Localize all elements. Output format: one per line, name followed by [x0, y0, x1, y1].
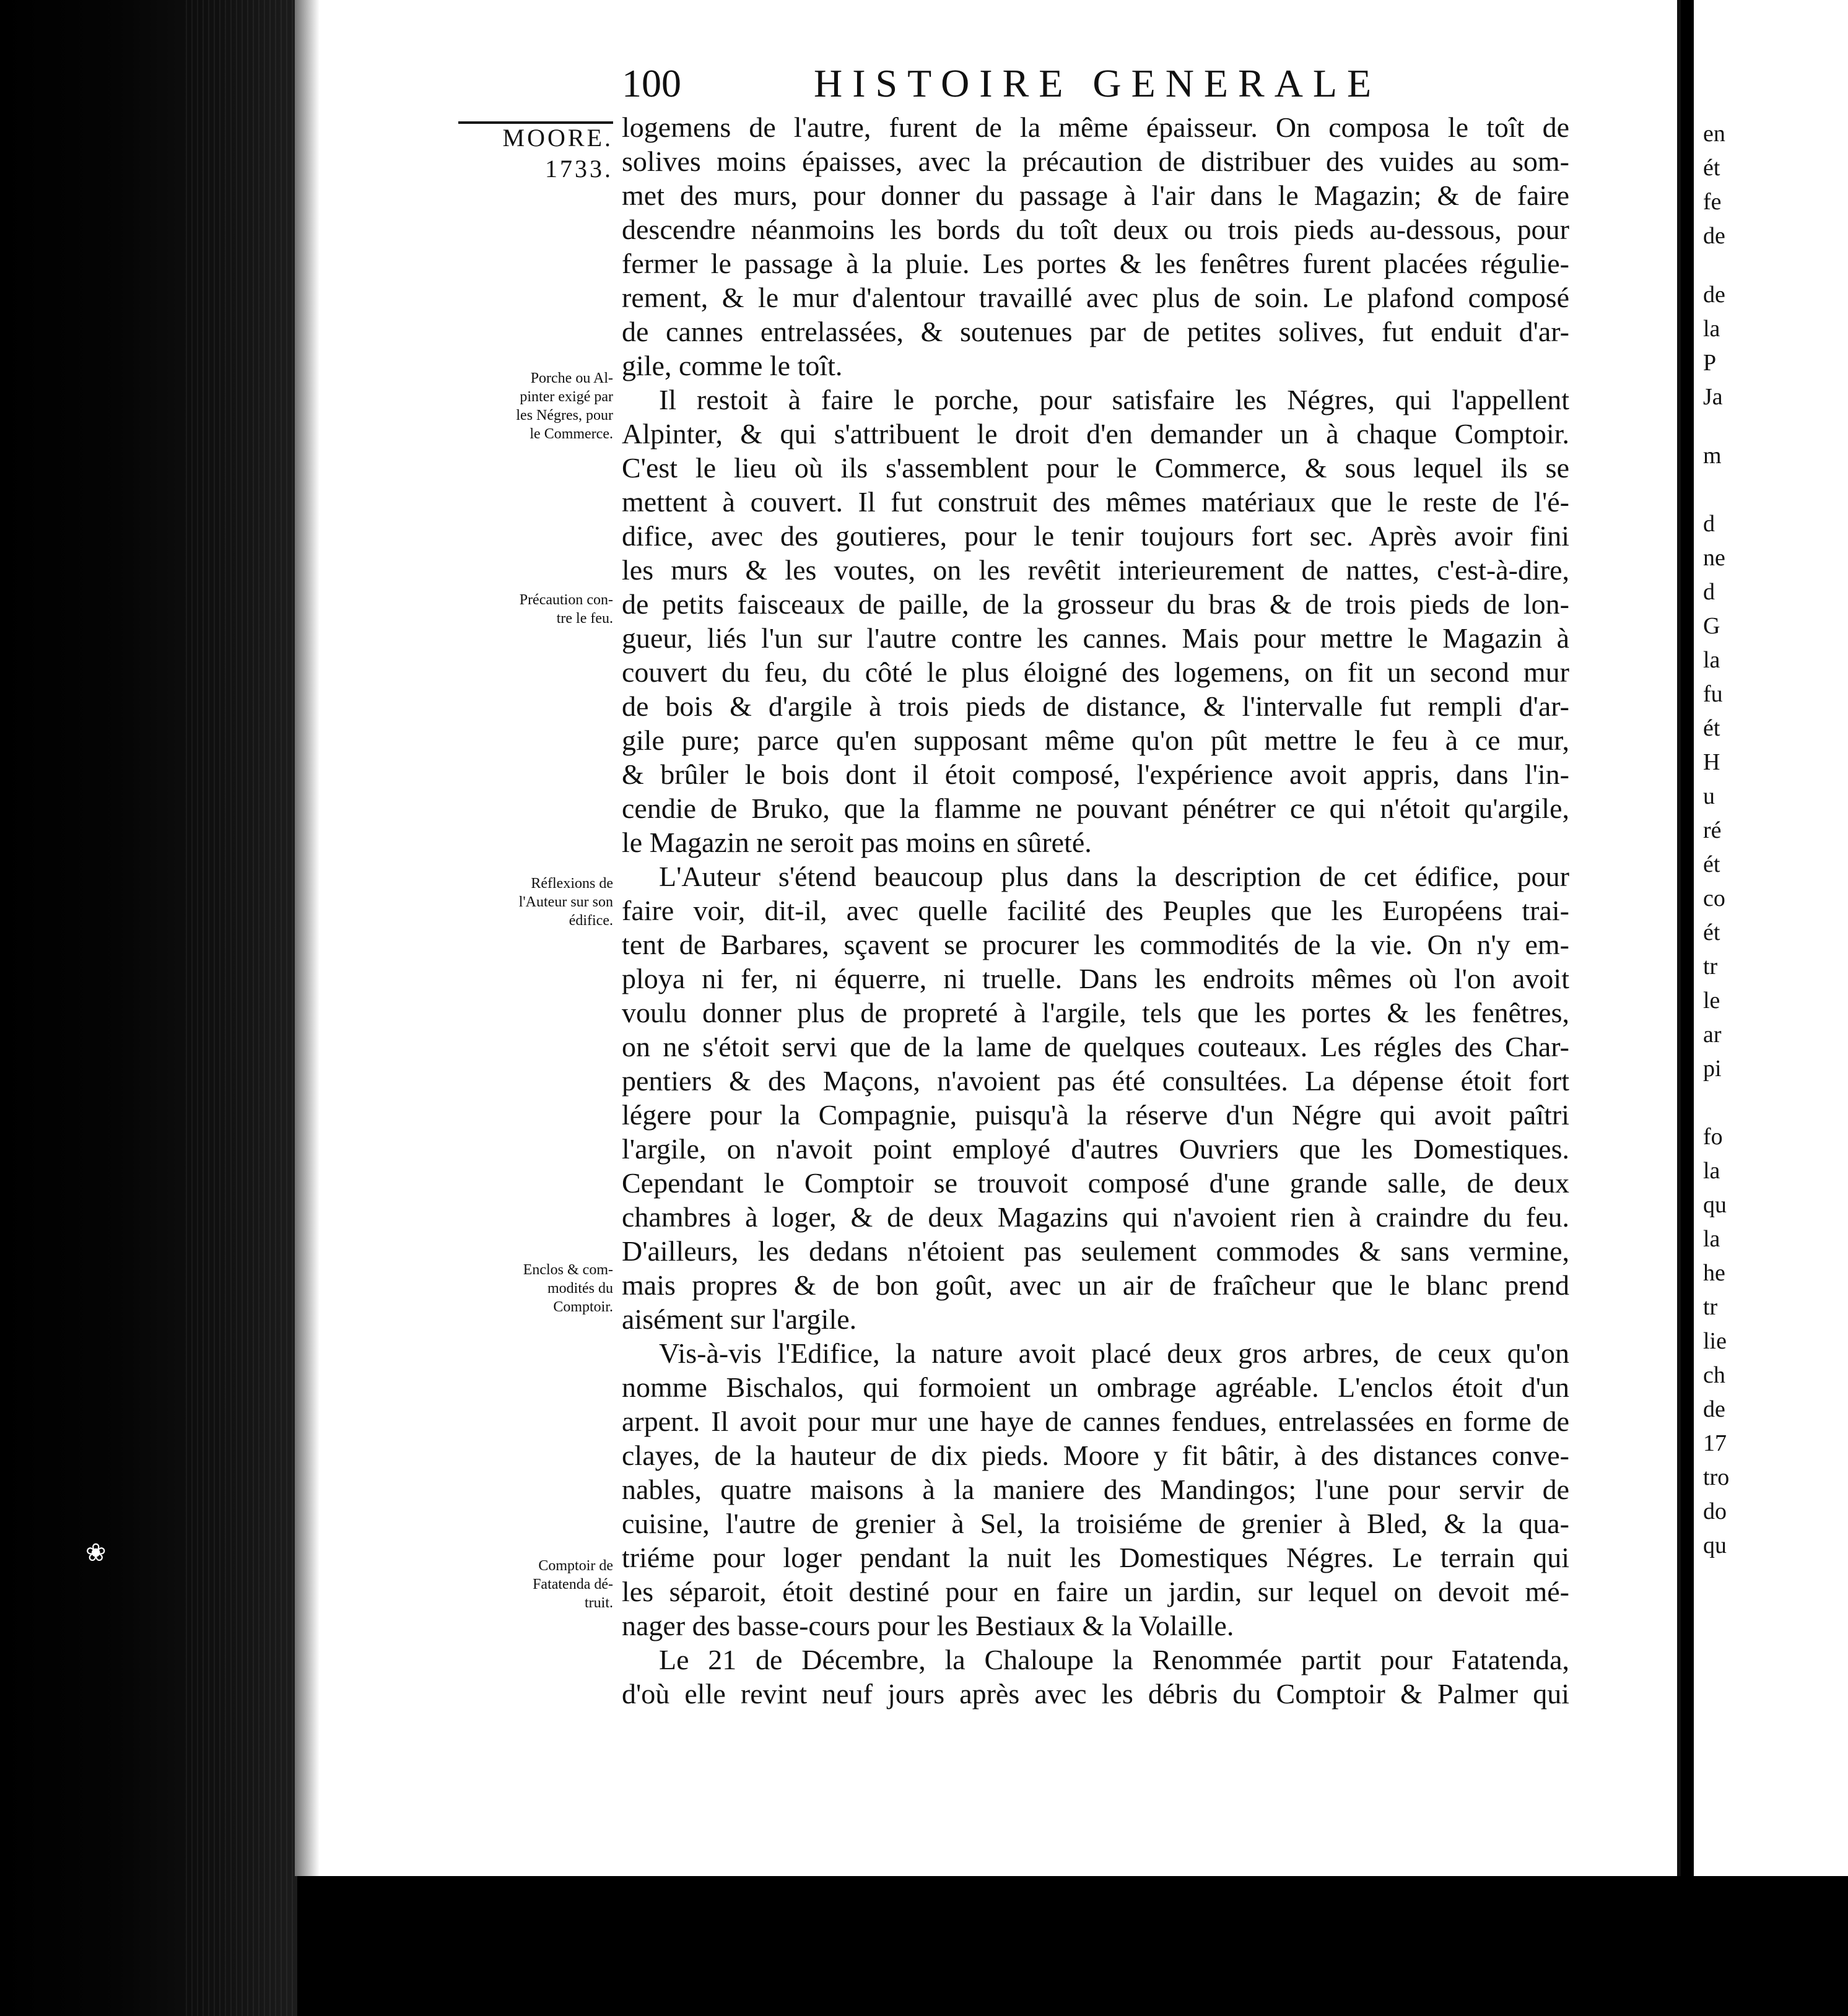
text-line: pentiers & des Maçons, n'avoient pas été consultées. La dépense étoit fort	[622, 1065, 1569, 1097]
sidenote-line: Comptoir.	[553, 1299, 613, 1315]
text-line: l'argile, on n'avoit point employé d'autres Ouvriers que les Domestiques.	[622, 1133, 1569, 1165]
facing-text-fragment: tro	[1703, 1464, 1730, 1490]
facing-text-fragment: tr	[1703, 954, 1718, 980]
facing-text-fragment: lie	[1703, 1328, 1727, 1354]
text-line: nables, quatre maisons à la maniere des Mandingos; l'une pour servir de	[622, 1474, 1569, 1505]
sidenote-line: le Commerce.	[530, 426, 613, 442]
text-line: cendie de Bruko, que la flamme ne pouvant pénétrer ce qui n'étoit qu'argile,	[622, 793, 1569, 824]
text-line: faire voir, dit-il, avec quelle facilité des Peuples que les Européens trai-	[622, 895, 1569, 926]
facing-text-fragment: ét	[1703, 919, 1720, 945]
sidenote-line: Fatatenda dé-	[533, 1576, 613, 1592]
text-line: fermer le passage à la pluie. Les portes & les fenêtres furent placées régulie-	[622, 248, 1569, 279]
text-line: légere pour la Compagnie, puisqu'à la réserve d'un Négre qui avoit paîtri	[622, 1099, 1569, 1131]
text-line: mais propres & de bon goût, avec un air de fraîcheur que le blanc prend	[622, 1269, 1569, 1301]
sidenote-line: Réflexions de	[531, 875, 613, 892]
facing-text-fragment: la	[1703, 647, 1720, 673]
text-line: descendre néanmoins les bords du toît deux ou trois pieds au-dessous, pour	[622, 214, 1569, 245]
text-line: gile pure; parce qu'en supposant même qu'on pût mettre le feu à ce mur,	[622, 724, 1569, 756]
sidenote-line: tre le feu.	[556, 610, 613, 627]
text-line: nager des basse-cours pour les Bestiaux & la Volaille.	[622, 1610, 1234, 1641]
facing-text-fragment: ar	[1703, 1022, 1722, 1048]
facing-text-fragment: de	[1703, 282, 1725, 308]
sidenote-precaution	[458, 591, 613, 628]
text-line: gueur, liés l'un sur l'autre contre les cannes. Mais pour mettre le Magazin à	[622, 622, 1569, 654]
book-binding	[0, 0, 297, 2016]
text-line: mettent à couvert. Il fut construit des mêmes matériaux que le reste de l'é-	[622, 486, 1569, 518]
text-line: nomme Bischalos, qui formoient un ombrage agréable. L'enclos étoit d'un	[622, 1371, 1569, 1403]
text-line: Le 21 de Décembre, la Chaloupe la Renommée partit pour Fatatenda,	[659, 1644, 1569, 1675]
page-number: 100	[622, 61, 681, 105]
sidenote-line: édifice.	[569, 913, 613, 929]
text-line: de cannes entrelassées, & soutenues par de petites solives, fut enduit d'ar-	[622, 316, 1569, 347]
sidenote-line: modités du	[547, 1280, 613, 1297]
facing-text-fragment: 17	[1703, 1430, 1727, 1456]
text-line: Alpinter, & qui s'attribuent le droit d'en demander un à chaque Comptoir.	[622, 418, 1569, 450]
text-line: solives moins épaisses, avec la précaution de distribuer des vuides au som-	[622, 146, 1569, 177]
text-line: aisément sur l'argile.	[622, 1303, 857, 1335]
text-line: gile, comme le toît.	[622, 350, 843, 381]
facing-text-fragment: H	[1703, 749, 1720, 775]
facing-text-fragment: m	[1703, 443, 1722, 469]
text-line: Il restoit à faire le porche, pour satisfaire les Négres, qui l'appellent	[659, 384, 1569, 415]
text-line: chambres à loger, & de deux Magazins qui n'avoient rien à craindre du feu.	[622, 1201, 1569, 1233]
text-line: C'est le lieu où ils s'assemblent pour le Commerce, & sous lequel ils se	[622, 452, 1569, 484]
facing-text-fragment: ne	[1703, 545, 1725, 571]
facing-text-fragment: fo	[1703, 1124, 1723, 1150]
facing-text-fragment: tr	[1703, 1294, 1718, 1320]
sidenote-porche	[458, 369, 613, 443]
text-line: d'où elle revint neuf jours après avec les débris du Comptoir & Palmer qui	[622, 1678, 1569, 1710]
sidenote-line: l'Auteur sur son	[518, 894, 613, 910]
text-line: ploya ni fer, ni équerre, ni truelle. Dans les endroits mêmes où l'on avoit	[622, 963, 1569, 994]
margin-author-name: MOORE.	[458, 121, 613, 152]
text-line: Cependant le Comptoir se trouvoit composé d'une grande salle, de deux	[622, 1167, 1569, 1199]
facing-text-fragment: Ja	[1703, 384, 1723, 410]
text-line: & brûler le bois dont il étoit composé, l'expérience avoit appris, dans l'in-	[622, 758, 1569, 790]
text-line: difice, avec des goutieres, pour le tenir toujours fort sec. Après avoir fini	[622, 520, 1569, 552]
facing-text-fragment: G	[1703, 613, 1720, 639]
facing-text-fragment: co	[1703, 885, 1725, 911]
text-line: le Magazin ne seroit pas moins en sûreté.	[622, 827, 1092, 858]
sidenote-enclos	[458, 1261, 613, 1316]
facing-text-fragment: en	[1703, 121, 1725, 147]
facing-text-fragment: ét	[1703, 851, 1720, 877]
text-line: L'Auteur s'étend beaucoup plus dans la description de cet édifice, pour	[659, 861, 1569, 892]
sidenote-line: les Négres, pour	[516, 407, 613, 424]
facing-text-fragment: fu	[1703, 681, 1723, 707]
flower-ornament-icon: ❀	[85, 1539, 107, 1566]
text-line: triéme pour loger pendant la nuit les Domestiques Négres. Le terrain qui	[622, 1542, 1569, 1573]
sidenote-line: Précaution con-	[519, 592, 613, 608]
text-line: met des murs, pour donner du passage à l'air dans le Magazin; & de faire	[622, 180, 1569, 211]
facing-page-fragment	[1694, 0, 1848, 1876]
facing-text-fragment: d	[1703, 579, 1715, 605]
sidenote-line: Comptoir de	[538, 1558, 613, 1574]
sidenote-line: Enclos & com-	[523, 1262, 613, 1278]
text-line: les séparoit, étoit destiné pour en faire un jardin, sur lequel on devoit mé-	[622, 1576, 1569, 1607]
facing-text-fragment: ch	[1703, 1362, 1725, 1388]
page-gutter-shadow	[295, 0, 320, 1876]
facing-text-fragment: ét	[1703, 155, 1720, 181]
sidenote-line: truit.	[585, 1595, 613, 1611]
facing-text-fragment: la	[1703, 1158, 1720, 1184]
text-line: tent de Barbares, sçavent se procurer les commodités de la vie. On n'y em-	[622, 929, 1569, 960]
sidenote-line: Porche ou Al-	[530, 370, 613, 386]
sidenote-line: pinter exigé par	[520, 389, 613, 405]
facing-text-fragment: d	[1703, 511, 1715, 537]
text-line: arpent. Il avoit pour mur une haye de cannes fendues, entrelassées en forme de	[622, 1406, 1569, 1437]
running-title: HISTOIRE GENERALE	[814, 61, 1382, 105]
running-header	[622, 59, 1576, 108]
facing-text-fragment: la	[1703, 1226, 1720, 1252]
text-line: de petits faisceaux de paille, de la grosseur du bras & de trois pieds de lon-	[622, 588, 1569, 620]
text-line: cuisine, l'autre de grenier à Sel, la troisiéme de grenier à Bled, & la qua-	[622, 1508, 1569, 1539]
margin-year: 1733.	[545, 155, 613, 183]
sidenote-fatatenda	[458, 1557, 613, 1612]
facing-text-fragment: de	[1703, 1396, 1725, 1422]
facing-text-fragment: qu	[1703, 1532, 1727, 1558]
facing-text-fragment: do	[1703, 1498, 1727, 1524]
body-text	[622, 110, 1569, 1711]
facing-text-fragment: le	[1703, 988, 1720, 1014]
text-line: couvert du feu, du côté le plus éloigné des logemens, on fit un second mur	[622, 656, 1569, 688]
facing-text-fragment: la	[1703, 316, 1720, 342]
text-line: rement, & le mur d'alentour travaillé avec plus de soin. Le plafond composé	[622, 282, 1569, 313]
facing-text-fragment: de	[1703, 223, 1725, 249]
facing-text-fragment: ré	[1703, 817, 1722, 843]
sidenote-reflexions	[458, 874, 613, 930]
facing-text-fragment: fe	[1703, 189, 1722, 215]
facing-text-fragment: qu	[1703, 1192, 1727, 1218]
text-line: les murs & les voutes, on les revêtit interieurement de nattes, c'est-à-dire,	[622, 554, 1569, 586]
text-line: voulu donner plus de propreté à l'argile, tels que les portes & les fenêtres,	[622, 997, 1569, 1028]
facing-text-fragment: u	[1703, 783, 1715, 809]
facing-text-fragment: P	[1703, 350, 1717, 376]
facing-text-fragment: pi	[1703, 1056, 1722, 1082]
text-line: on ne s'étoit servi que de la lame de quelques couteaux. Les régles des Char-	[622, 1031, 1569, 1062]
text-line: D'ailleurs, les dedans n'étoient pas seulement commodes & sans vermine,	[622, 1235, 1569, 1267]
text-line: logemens de l'autre, furent de la même épaisseur. On composa le toît de	[622, 111, 1569, 143]
text-line: de bois & d'argile à trois pieds de distance, & l'intervalle fut rempli d'ar-	[622, 690, 1569, 722]
facing-text-fragment: ét	[1703, 715, 1720, 741]
text-line: Vis-à-vis l'Edifice, la nature avoit placé deux gros arbres, de ceux qu'on	[659, 1337, 1569, 1369]
facing-text-fragment: he	[1703, 1260, 1725, 1286]
text-line: clayes, de la hauteur de dix pieds. Moore y fit bâtir, à des distances conve-	[622, 1440, 1569, 1471]
